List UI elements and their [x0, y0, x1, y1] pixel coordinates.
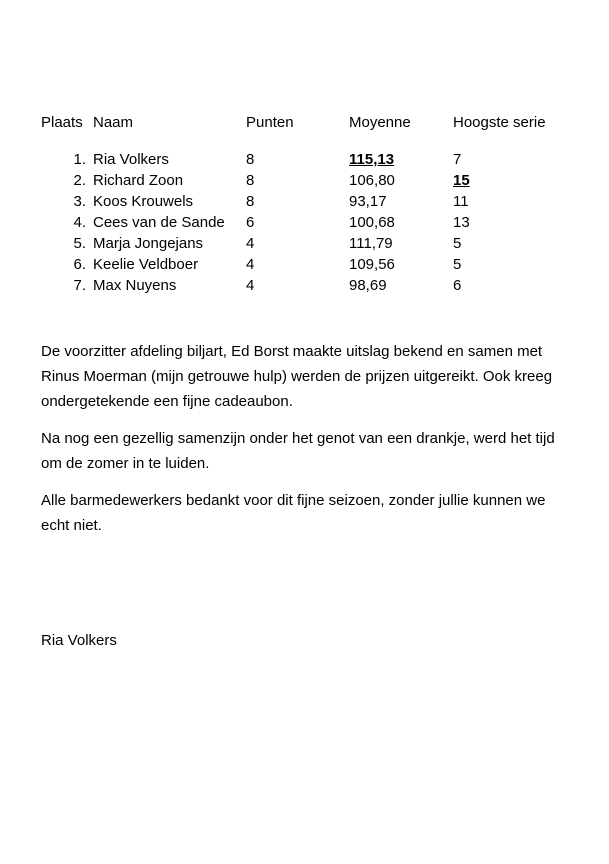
cell-moyenne: 111,79: [349, 235, 393, 252]
header-moyenne: Moyenne: [349, 114, 411, 131]
cell-hoogste-serie: 7: [453, 151, 462, 168]
paragraph-summer: Na nog een gezellig samenzijn onder het genot van een drankje, werd het tijd om de zomer in te luiden.: [41, 430, 555, 472]
cell-hoogste-serie: 5: [453, 235, 462, 252]
table-row: [41, 275, 581, 296]
cell-punten: 4: [246, 235, 255, 252]
table-row: [41, 254, 581, 275]
cell-punten: 6: [246, 214, 255, 231]
cell-hoogste-serie: 5: [453, 256, 462, 273]
table-row: [41, 170, 581, 191]
cell-naam: Marja Jongejans: [93, 235, 204, 252]
header-naam: Naam: [93, 114, 134, 131]
cell-naam: Keelie Veldboer: [93, 256, 199, 273]
cell-naam: Max Nuyens: [93, 277, 177, 294]
cell-moyenne-best: 115,13: [349, 151, 395, 168]
cell-rank: 3.: [73, 193, 86, 210]
table-row: [41, 149, 581, 170]
cell-naam: Richard Zoon: [93, 172, 184, 189]
cell-naam: Ria Volkers: [93, 151, 169, 168]
cell-rank: 7.: [73, 277, 86, 294]
paragraph-prizes: De voorzitter afdeling biljart, Ed Borst maakte uitslag bekend en samen met Rinus Moerman (mijn getrouwe hulp) werden de prijzen uitgereikt. Ook kreeg ondergetekende een fijne cadeaubon.: [41, 343, 553, 410]
cell-naam: Cees van de Sande: [93, 214, 225, 231]
table-row: [41, 191, 581, 212]
cell-moyenne: 98,69: [349, 277, 387, 294]
table-row: [41, 212, 581, 233]
header-plaats: Plaats: [41, 114, 83, 131]
cell-punten: 8: [246, 193, 255, 210]
cell-rank: 5.: [73, 235, 86, 252]
cell-hoogste-serie: 11: [453, 193, 469, 210]
signature: Ria Volkers: [41, 632, 117, 649]
cell-hoogste-serie: 13: [453, 214, 470, 231]
table-header: [41, 112, 581, 133]
header-punten: Punten: [246, 114, 294, 131]
cell-rank: 6.: [73, 256, 86, 273]
cell-rank: 4.: [73, 214, 86, 231]
cell-rank: 2.: [73, 172, 86, 189]
header-hoogste-serie: Hoogste serie: [453, 114, 546, 131]
cell-naam: Koos Krouwels: [93, 193, 194, 210]
cell-hoogste-serie: 6: [453, 277, 462, 294]
cell-moyenne: 100,68: [349, 214, 395, 231]
table-row: [41, 233, 581, 254]
paragraph-thanks: Alle barmedewerkers bedankt voor dit fijne seizoen, zonder jullie kunnen we echt niet.: [41, 492, 546, 534]
cell-punten: 4: [246, 256, 255, 273]
cell-punten: 4: [246, 277, 255, 294]
cell-moyenne: 93,17: [349, 193, 387, 210]
cell-rank: 1.: [73, 151, 86, 168]
results-table: [41, 112, 581, 296]
cell-moyenne: 109,56: [349, 256, 395, 273]
cell-moyenne: 106,80: [349, 172, 395, 189]
cell-punten: 8: [246, 172, 255, 189]
cell-hoogste-serie-best: 15: [453, 172, 470, 189]
cell-punten: 8: [246, 151, 255, 168]
